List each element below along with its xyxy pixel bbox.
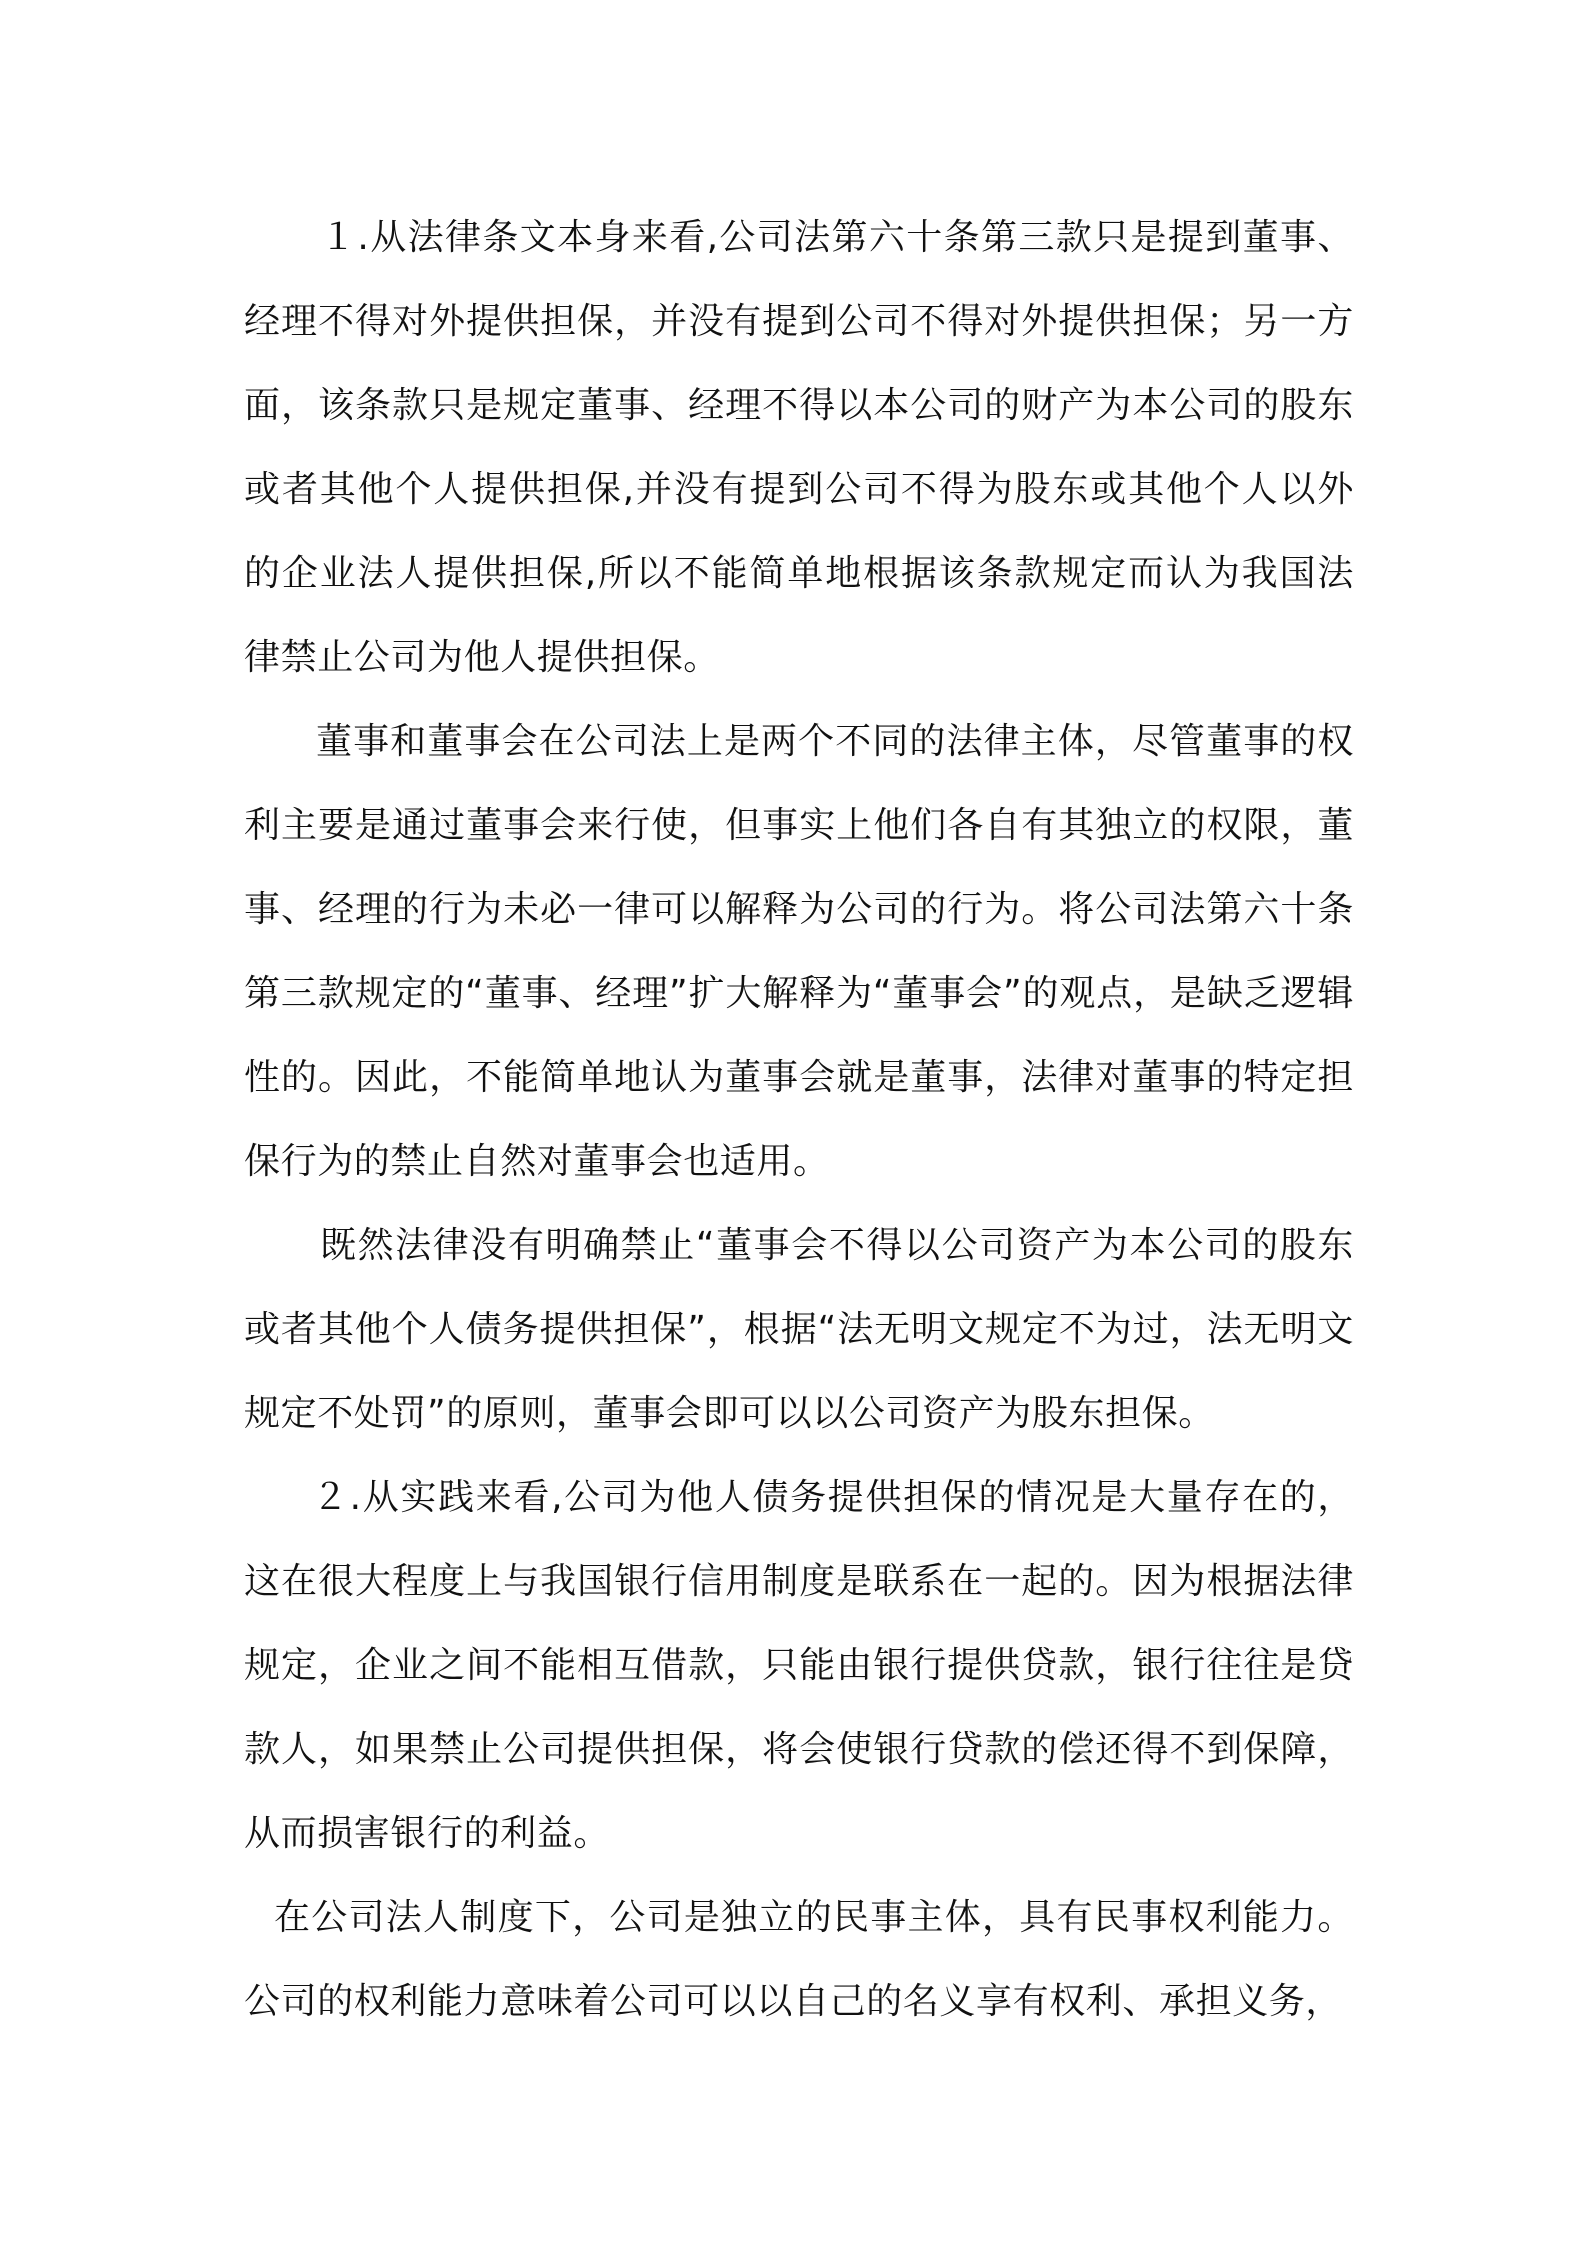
paragraph-5: 在公司法人制度下，公司是独立的民事主体，具有民事权利能力。公司的权利能力意味着公司可以以自己的名义享有权利、承担义务， bbox=[244, 1897, 1354, 2022]
paragraph-3: 既然法律没有明确禁止“董事会不得以公司资产为本公司的股东或者其他个人债务提供担保”，根据“法无明文规定不为过，法无明文规定不处罚”的原则，董事会即可以以公司资产为股东担保。 bbox=[244, 1225, 1354, 1434]
paragraph-4: ２.从实践来看,公司为他人债务提供担保的情况是大量存在的，这在很大程度上与我国银行信用制度是联系在一起的。因为根据法律规定，企业之间不能相互借款，只能由银行提供贷款，银行往往是贷款人，如果禁止公司提供担保，将会使银行贷款的偿还得不到保障，从而损害银行的利益。 bbox=[244, 1477, 1354, 1854]
paragraph-1: １.从法律条文本身来看,公司法第六十条第三款只是提到董事、经理不得对外提供担保，并没有提到公司不得对外提供担保；另一方面，该条款只是规定董事、经理不得以本公司的财产为本公司的股东或者其他个人提供担保,并没有提到公司不得为股东或其他个人以外的企业法人提供担保,所以不能简单地根据该条款规定而认为我国法律禁止公司为他人提供担保。 bbox=[244, 217, 1354, 678]
document-body bbox=[244, 196, 1354, 2044]
paragraph-2: 董事和董事会在公司法上是两个不同的法律主体，尽管董事的权利主要是通过董事会来行使，但事实上他们各自有其独立的权限，董事、经理的行为未必一律可以解释为公司的行为。将公司法第六十条第三款规定的“董事、经理”扩大解释为“董事会”的观点，是缺乏逻辑性的。因此，不能简单地认为董事会就是董事，法律对董事的特定担保行为的禁止自然对董事会也适用。 bbox=[244, 721, 1354, 1182]
